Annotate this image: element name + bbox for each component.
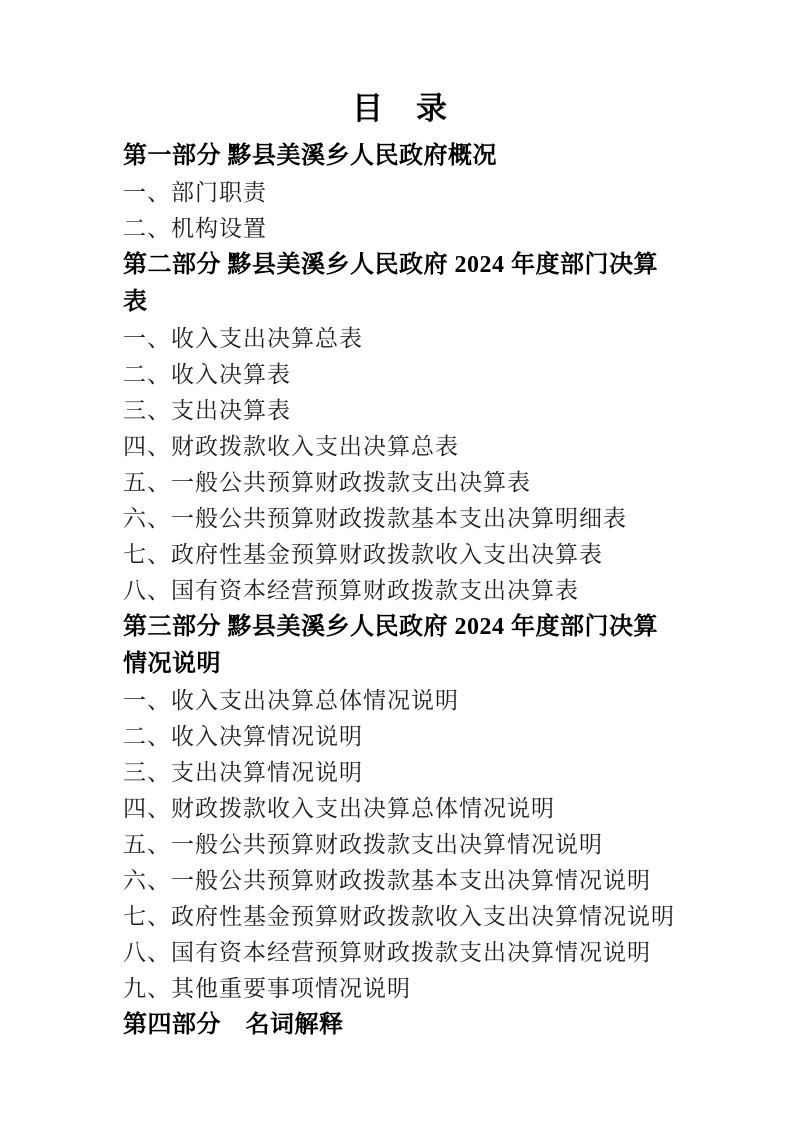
- toc-item: 八、国有资本经营预算财政拨款支出决算表: [123, 578, 579, 603]
- toc-item: 四、财政拨款收入支出决算总体情况说明: [123, 796, 555, 821]
- toc-item: 四、财政拨款收入支出决算总表: [123, 434, 459, 459]
- toc-part-heading: 第四部分 名词解释: [123, 1012, 344, 1038]
- toc-item: 二、收入决算表: [123, 362, 291, 387]
- toc-item: 七、政府性基金预算财政拨款收入支出决算表: [123, 542, 603, 567]
- toc-item: 五、一般公共预算财政拨款支出决算表: [123, 470, 531, 495]
- toc-part-heading: 第一部分 黟县美溪乡人民政府概况: [123, 143, 497, 169]
- toc-item: 九、其他重要事项情况说明: [123, 976, 411, 1001]
- toc-item: 五、一般公共预算财政拨款支出决算情况说明: [123, 832, 603, 857]
- toc-part-heading: 第二部分 黟县美溪乡人民政府 2024 年度部门决算表: [123, 252, 658, 315]
- toc-item: 七、政府性基金预算财政拨款收入支出决算情况说明: [123, 904, 675, 929]
- toc-item: 二、机构设置: [123, 216, 267, 241]
- toc-item: 一、部门职责: [123, 180, 267, 205]
- toc-item: 一、收入支出决算总表: [123, 326, 363, 351]
- toc-item: 六、一般公共预算财政拨款基本支出决算明细表: [123, 506, 627, 531]
- toc-item: 二、收入决算情况说明: [123, 724, 363, 749]
- toc-item: 八、国有资本经营预算财政拨款支出决算情况说明: [123, 940, 651, 965]
- toc-part-heading: 第三部分 黟县美溪乡人民政府 2024 年度部门决算情况说明: [123, 614, 658, 677]
- toc-item: 三、支出决算情况说明: [123, 760, 363, 785]
- toc-list: [123, 138, 677, 1044]
- toc-item: 六、一般公共预算财政拨款基本支出决算情况说明: [123, 868, 651, 893]
- toc-item: 三、支出决算表: [123, 398, 291, 423]
- doc-title: 目 录: [352, 91, 448, 126]
- toc-item: 一、收入支出决算总体情况说明: [123, 688, 459, 713]
